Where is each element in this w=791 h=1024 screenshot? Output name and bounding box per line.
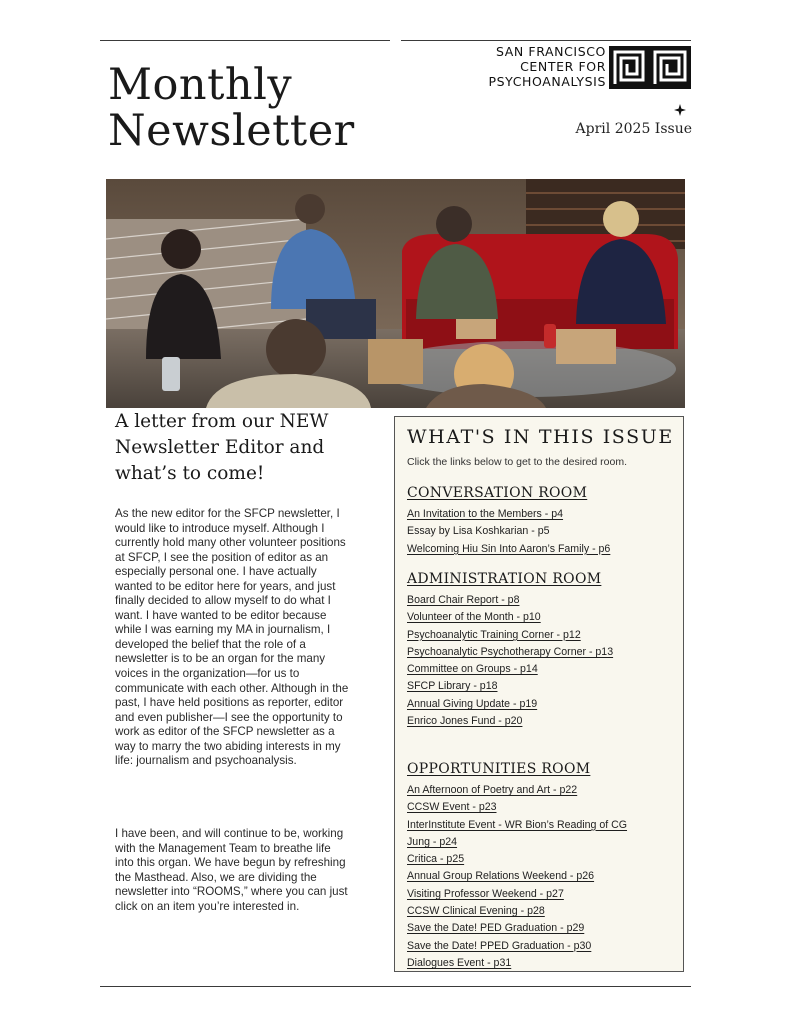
toc-item[interactable] (407, 713, 613, 730)
toc-item[interactable] (407, 920, 627, 937)
toc-link[interactable]: SFCP Library - p18 (407, 680, 498, 693)
letter-heading: A letter from our NEW Newsletter Editor and what’s to come! (115, 411, 329, 484)
org-line-1: SAN FRANCISCO (495, 44, 606, 59)
toc-item[interactable] (407, 938, 627, 955)
toc-link[interactable]: Enrico Jones Fund - p20 (407, 715, 523, 728)
toc-item[interactable] (407, 644, 613, 661)
issue-date: April 2025 Issue (575, 121, 692, 137)
toc-item[interactable] (407, 678, 613, 695)
org-name (450, 44, 606, 89)
toc-link[interactable]: Annual Giving Update - p19 (407, 697, 538, 710)
toc-link[interactable]: Dialogues Event - p31 (407, 956, 512, 969)
toc-item[interactable] (407, 523, 610, 540)
toc-item[interactable] (407, 817, 627, 834)
conversation-room-heading[interactable]: CONVERSATION ROOM (407, 485, 588, 501)
opportunities-room-section (407, 759, 627, 972)
toc-link[interactable]: An Invitation to the Members - p4 (407, 508, 564, 520)
toc-link[interactable]: Visiting Professor Weekend - p27 (407, 887, 564, 900)
toc-item[interactable] (407, 851, 627, 868)
toc-subtitle: Click the links below to get to the desired room. (407, 456, 628, 468)
toc-link[interactable]: CCSW Event - p23 (407, 801, 497, 814)
top-rule-right (401, 40, 691, 41)
toc-item[interactable] (407, 696, 613, 713)
toc-item[interactable] (407, 782, 627, 799)
administration-room-heading[interactable]: ADMINISTRATION ROOM (407, 571, 602, 587)
toc-link[interactable]: Board Chair Report - p8 (407, 594, 520, 606)
group-meeting-photo (106, 179, 685, 408)
toc-item[interactable] (407, 903, 627, 920)
toc-item[interactable] (407, 627, 613, 644)
toc-item[interactable] (407, 592, 613, 609)
toc-item[interactable] (407, 834, 627, 851)
toc-link[interactable]: Critica - p25 (407, 853, 465, 866)
letter-paragraph-2: I have been, and will continue to be, working with the Management Team to breathe life into this organ. We have begun by refreshing the Masthead. Also, we are dividing the newsletter into “ROOMS,” where you can just click on an item you’re interested in. (115, 827, 348, 913)
opportunities-room-heading[interactable]: OPPORTUNITIES ROOM (407, 761, 591, 777)
toc-item[interactable] (407, 506, 610, 523)
title-line-2: Newsletter (108, 106, 355, 156)
toc-link[interactable]: Psychoanalytic Psychotherapy Corner - p13 (407, 645, 614, 658)
toc-title: WHAT'S IN THIS ISSUE (407, 426, 674, 448)
toc-link[interactable]: Jung - p24 (407, 835, 458, 848)
bottom-rule (100, 986, 691, 987)
toc-item[interactable] (407, 868, 627, 885)
toc-item[interactable] (407, 799, 627, 816)
toc-item[interactable] (407, 661, 613, 678)
letter-paragraph-1: As the new editor for the SFCP newsletter, I would like to introduce myself. Although I currently hold many other volunteer positions at SFCP, I see the position of editor as an especially personal one. I have actually wanted to be editor here for years, and just finally decided to allow myself to do what I want. I have wanted to be editor because while I was earning my MA in journalism, I developed the belief that the role of a newsletter is to be an organ for the many voices in the organization—for us to communicate with each other. Although in the past, I have held positions as reporter, editor and even publisher—I see the opportunity to work as editor of the SFCP newsletter as a way to marry the two abiding interests in my life: journalism and psychoanalysis. (115, 507, 349, 768)
newsletter-title (108, 62, 355, 154)
toc-link[interactable]: An Afternoon of Poetry and Art - p22 (407, 784, 578, 796)
toc-link[interactable]: Essay by Lisa Koshkarian - p5 (407, 525, 550, 538)
toc-link[interactable]: Volunteer of the Month - p10 (407, 611, 541, 624)
sparkle-icon (674, 104, 686, 116)
toc-link[interactable]: Committee on Groups - p14 (407, 663, 538, 676)
sfcp-spiral-logo-icon (609, 46, 691, 89)
toc-item[interactable] (407, 955, 627, 972)
toc-link[interactable]: Psychoanalytic Training Corner - p12 (407, 628, 581, 641)
org-line-2: CENTER FOR (520, 59, 606, 74)
toc-link[interactable]: InterInstitute Event - WR Bion’s Reading of CG (407, 818, 628, 831)
toc-item[interactable] (407, 609, 613, 626)
top-rule-left (100, 40, 390, 41)
administration-room-section (407, 569, 613, 730)
toc-link[interactable]: Save the Date! PPED Graduation - p30 (407, 939, 592, 952)
title-line-1: Monthly (108, 60, 293, 110)
toc-item[interactable] (407, 886, 627, 903)
org-line-3: PSYCHOANALYSIS (488, 74, 606, 89)
toc-link[interactable]: Annual Group Relations Weekend - p26 (407, 870, 595, 883)
conversation-room-section (407, 483, 610, 558)
toc-link[interactable]: CCSW Clinical Evening - p28 (407, 905, 545, 918)
toc-link[interactable]: Welcoming Hiu Sin Into Aaron’s Family - p6 (407, 542, 611, 555)
toc-item[interactable] (407, 541, 610, 558)
toc-panel (394, 416, 684, 972)
toc-link[interactable]: Save the Date! PED Graduation - p29 (407, 922, 585, 935)
